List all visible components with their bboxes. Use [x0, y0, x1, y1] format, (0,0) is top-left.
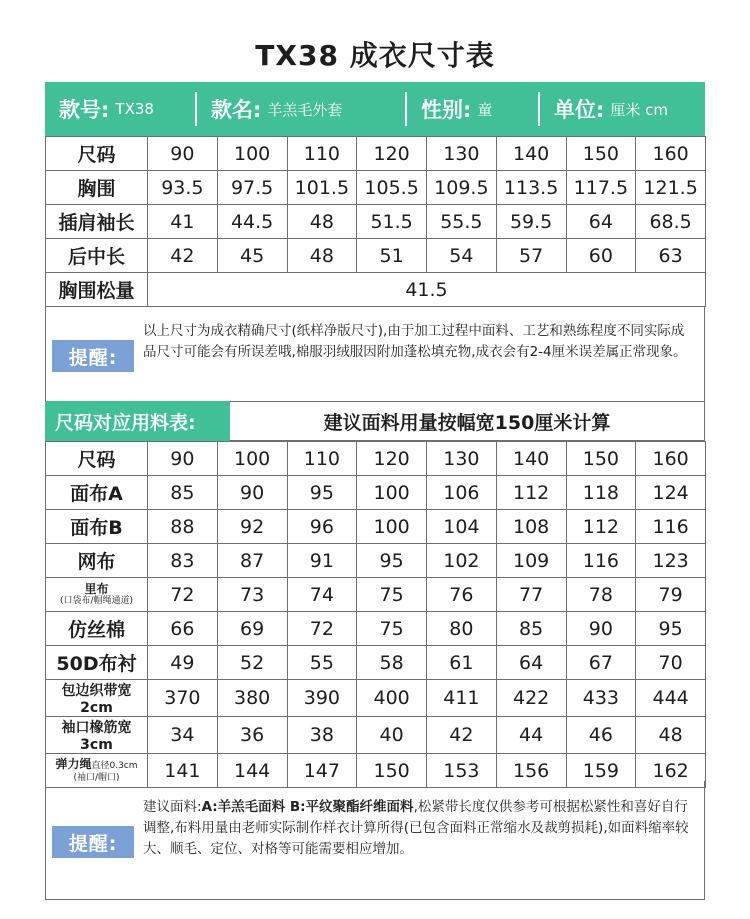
table-row [46, 137, 706, 171]
table-cell: 116 [566, 544, 636, 578]
table-cell: 44 [496, 717, 566, 754]
table-row [46, 442, 706, 476]
table-row [46, 717, 706, 754]
table-cell: 63 [636, 239, 706, 273]
table-cell: 51.5 [357, 205, 427, 239]
reminder-box-1 [45, 306, 705, 402]
ease-value: 41.5 [148, 273, 706, 307]
table-cell: 102 [427, 544, 497, 578]
table-row [46, 510, 706, 544]
row-label: 插肩袖长 [46, 205, 148, 239]
fabric-width-note: 建议面料用量按幅宽150厘米计算 [323, 411, 611, 434]
table-row [46, 476, 706, 510]
row-label: 网布 [46, 544, 148, 578]
table-row [46, 171, 706, 205]
row-label: 后中长 [46, 239, 148, 273]
table-cell: 44.5 [217, 205, 287, 239]
table-cell: 48 [287, 205, 357, 239]
row-label: 袖口橡筋宽3cm [46, 717, 148, 754]
table-cell: 72 [287, 612, 357, 646]
table-cell: 120 [357, 137, 427, 171]
row-label-main: 弹力绳 [55, 757, 92, 771]
table-cell: 54 [427, 239, 497, 273]
item-number: 款号: TX38 [59, 98, 154, 122]
table-cell: 150 [357, 754, 427, 788]
item-name: 款名: 羊羔毛外套 [195, 92, 405, 126]
table-cell: 57 [496, 239, 566, 273]
table-cell: 52 [217, 646, 287, 680]
table-cell: 85 [496, 612, 566, 646]
fabric-table [45, 441, 706, 788]
table-cell: 73 [217, 578, 287, 612]
table-cell: 95 [636, 612, 706, 646]
table-cell: 92 [217, 510, 287, 544]
gender: 性别: 童 [405, 92, 538, 126]
reminder-badge: 提醒: [52, 340, 134, 372]
table-cell: 90 [217, 476, 287, 510]
table-cell: 160 [636, 137, 706, 171]
table-cell: 74 [287, 578, 357, 612]
row-label: 仿丝棉 [46, 612, 148, 646]
table-cell: 48 [287, 239, 357, 273]
table-cell: 42 [427, 717, 497, 754]
table-cell: 108 [496, 510, 566, 544]
table-cell: 100 [217, 137, 287, 171]
table-cell: 100 [357, 510, 427, 544]
table-cell: 40 [357, 717, 427, 754]
row-label: 面布B [46, 510, 148, 544]
row-label-sub: (袖口/帽口) [73, 773, 120, 783]
table-cell: 48 [636, 717, 706, 754]
row-label-sub: (口袋布/帽绳通道) [59, 596, 134, 606]
table-cell: 153 [427, 754, 497, 788]
table-cell: 140 [496, 137, 566, 171]
ease-row [46, 273, 706, 307]
reminder-text: 建议面料:A:羊羔毛面料 B:平纹聚酯纤维面料,松紧带长度仅供参考可根据松紧性和喜好自行调整,布料用量由老师实际制作样衣计算所得(已包含面料正常缩水及裁剪损耗),如面料缩率较大、顺毛、定位、对格等可能需要相应增加。 [143, 799, 689, 857]
table-cell: 78 [566, 578, 636, 612]
table-cell: 90 [566, 612, 636, 646]
table-cell: 130 [427, 442, 497, 476]
table-cell: 120 [357, 442, 427, 476]
table-cell: 60 [566, 239, 636, 273]
table-cell: 95 [357, 544, 427, 578]
table-cell: 87 [217, 544, 287, 578]
fabric-section-title: 尺码对应用料表: [45, 401, 230, 441]
table-cell: 85 [148, 476, 218, 510]
table-cell: 147 [287, 754, 357, 788]
table-cell: 68.5 [636, 205, 706, 239]
table-cell: 90 [148, 442, 218, 476]
table-cell: 36 [217, 717, 287, 754]
row-label-tail: 直径0.3cm [91, 761, 138, 771]
table-cell: 67 [566, 646, 636, 680]
table-cell: 130 [427, 137, 497, 171]
table-cell: 75 [357, 578, 427, 612]
table-cell: 96 [287, 510, 357, 544]
table-cell: 150 [566, 137, 636, 171]
table-cell: 34 [148, 717, 218, 754]
table-row [46, 205, 706, 239]
row-label: 面布A [46, 476, 148, 510]
reminder-text: 以上尺寸为成衣精确尺寸(纸样净版尺寸),由于加工过程中面料、工艺和熟练程度不同实际成品尺寸可能会有所误差哦,棉服羽绒服因附加蓬松填充物,成衣会有2-4厘米误差属正常现象。 [143, 323, 687, 360]
table-cell: 80 [427, 612, 497, 646]
table-cell: 79 [636, 578, 706, 612]
table-cell: 162 [636, 754, 706, 788]
table-cell: 75 [357, 612, 427, 646]
table-cell: 113.5 [496, 171, 566, 205]
table-cell: 55.5 [427, 205, 497, 239]
table-cell: 88 [148, 510, 218, 544]
table-cell: 390 [287, 680, 357, 717]
table-cell: 95 [287, 476, 357, 510]
table-row [46, 612, 706, 646]
table-cell: 100 [357, 476, 427, 510]
unit: 单位: 厘米 cm [538, 92, 705, 126]
table-cell: 41 [148, 205, 218, 239]
table-cell: 59.5 [496, 205, 566, 239]
table-cell: 58 [357, 646, 427, 680]
table-cell: 93.5 [148, 171, 218, 205]
row-label: 尺码 [46, 442, 148, 476]
table-cell: 380 [217, 680, 287, 717]
table-cell: 100 [217, 442, 287, 476]
table-row [46, 239, 706, 273]
row-label: 50D布衬 [46, 646, 148, 680]
table-cell: 117.5 [566, 171, 636, 205]
table-cell: 110 [287, 442, 357, 476]
table-cell: 104 [427, 510, 497, 544]
table-cell: 444 [636, 680, 706, 717]
table-row [46, 544, 706, 578]
table-cell: 101.5 [287, 171, 357, 205]
page-title: TX38 成衣尺寸表 [255, 39, 495, 72]
row-label: 包边织带宽2cm [46, 680, 148, 717]
table-cell: 112 [496, 476, 566, 510]
table-cell: 38 [287, 717, 357, 754]
table-cell: 66 [148, 612, 218, 646]
table-cell: 49 [148, 646, 218, 680]
table-cell: 141 [148, 754, 218, 788]
table-cell: 118 [566, 476, 636, 510]
ease-label: 胸围松量 [46, 273, 148, 307]
table-cell: 109 [496, 544, 566, 578]
table-cell: 109.5 [427, 171, 497, 205]
table-cell: 123 [636, 544, 706, 578]
row-label [46, 578, 148, 612]
table-cell: 140 [496, 442, 566, 476]
table-row [46, 680, 706, 717]
row-label: 尺码 [46, 137, 148, 171]
reminder-box-2 [45, 781, 705, 900]
row-label: 胸围 [46, 171, 148, 205]
table-cell: 370 [148, 680, 218, 717]
table-cell: 97.5 [217, 171, 287, 205]
table-cell: 70 [636, 646, 706, 680]
table-cell: 150 [566, 442, 636, 476]
size-table [45, 136, 706, 307]
table-cell: 90 [148, 137, 218, 171]
reminder-badge: 提醒: [52, 826, 134, 858]
table-cell: 69 [217, 612, 287, 646]
table-cell: 422 [496, 680, 566, 717]
table-cell: 411 [427, 680, 497, 717]
table-cell: 83 [148, 544, 218, 578]
row-label-main: 里布 [84, 582, 109, 596]
table-cell: 45 [217, 239, 287, 273]
table-cell: 61 [427, 646, 497, 680]
table-cell: 46 [566, 717, 636, 754]
table-cell: 400 [357, 680, 427, 717]
fabric-section-header [45, 401, 705, 441]
table-row [46, 578, 706, 612]
table-cell: 55 [287, 646, 357, 680]
table-cell: 91 [287, 544, 357, 578]
table-cell: 76 [427, 578, 497, 612]
table-cell: 77 [496, 578, 566, 612]
table-cell: 51 [357, 239, 427, 273]
table-cell: 64 [496, 646, 566, 680]
table-cell: 72 [148, 578, 218, 612]
table-cell: 121.5 [636, 171, 706, 205]
table-cell: 433 [566, 680, 636, 717]
table-cell: 110 [287, 137, 357, 171]
table-cell: 159 [566, 754, 636, 788]
table-cell: 64 [566, 205, 636, 239]
table-cell: 112 [566, 510, 636, 544]
table-cell: 160 [636, 442, 706, 476]
table-cell: 106 [427, 476, 497, 510]
product-info-bar [45, 82, 705, 136]
table-cell: 116 [636, 510, 706, 544]
table-cell: 156 [496, 754, 566, 788]
table-cell: 105.5 [357, 171, 427, 205]
table-cell: 144 [217, 754, 287, 788]
table-cell: 42 [148, 239, 218, 273]
table-row [46, 646, 706, 680]
table-cell: 124 [636, 476, 706, 510]
